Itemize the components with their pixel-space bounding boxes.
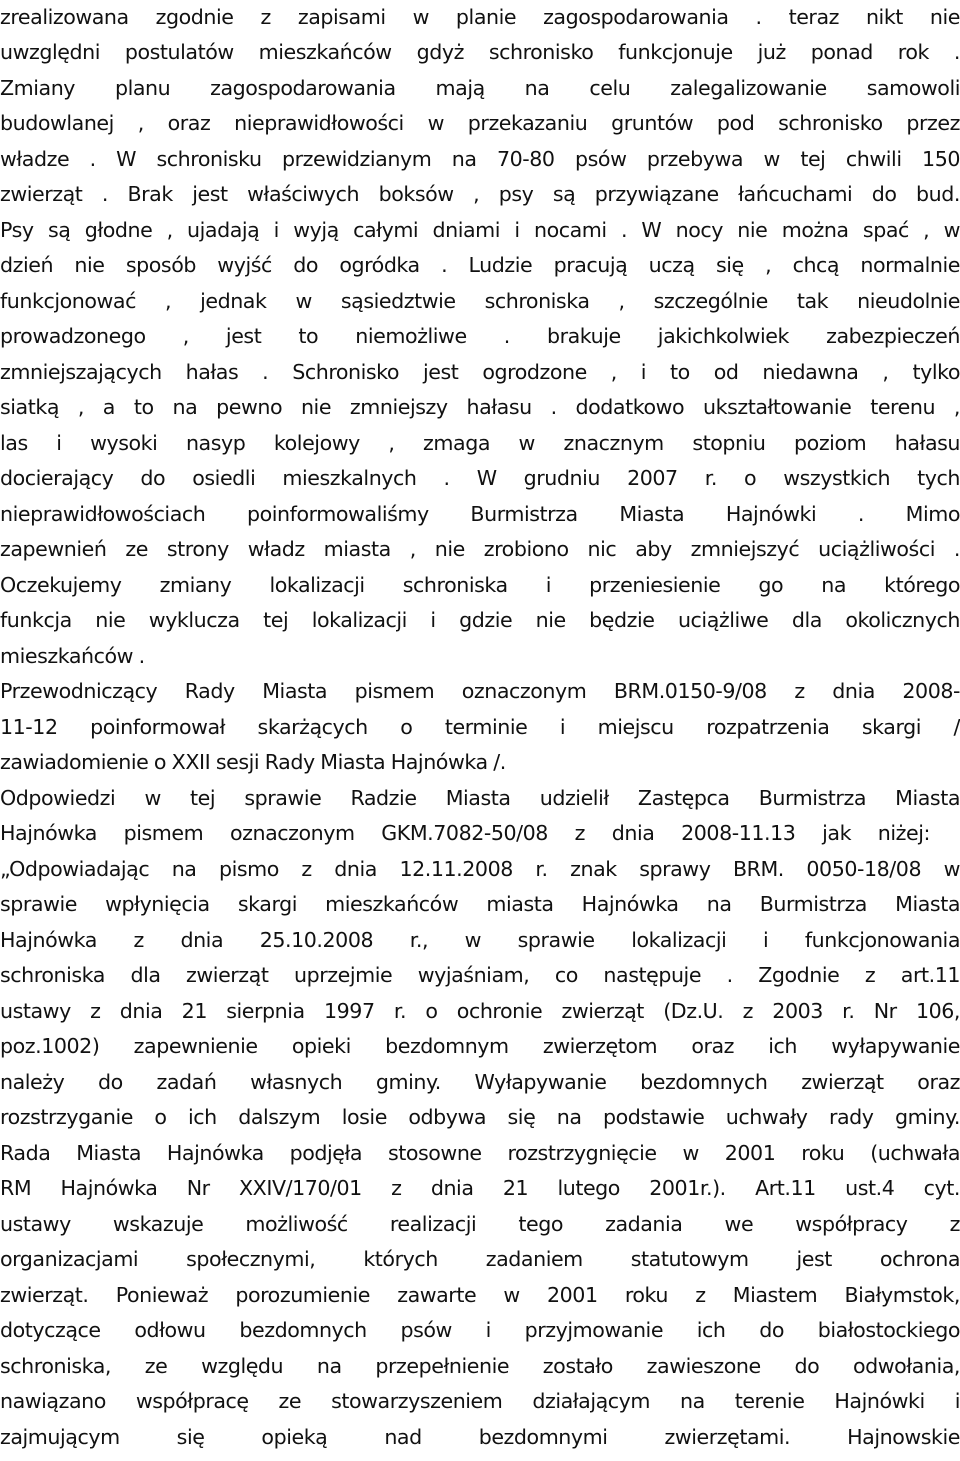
- document-line: mieszkańców .: [0, 644, 145, 668]
- document-line: Przewodniczący Rady Miasta pismem oznaczonym BRM.0150-9/08 z dnia 2008-: [0, 679, 960, 703]
- document-line: dotyczące odłowu bezdomnych psów i przyjmowanie ich do białostockiego: [0, 1318, 960, 1342]
- document-line: prowadzonego , jest to niemożliwe . brakuje jakichkolwiek zabezpieczeń: [0, 324, 960, 348]
- document-line: ustawy wskazuje możliwość realizacji tego zadania we współpracy z: [0, 1212, 960, 1236]
- document-line: docierający do osiedli mieszkalnych . W grudniu 2007 r. o wszystkich tych: [0, 466, 960, 490]
- document-line: Zmiany planu zagospodarowania mają na celu zalegalizowanie samowoli: [0, 76, 960, 100]
- document-line: uwzględni postulatów mieszkańców gdyż schronisko funkcjonuje już ponad rok .: [0, 40, 960, 64]
- document-line: zajmującym się opieką nad bezdomnymi zwierzętami. Hajnowskie: [0, 1425, 960, 1449]
- document-line: budowlanej , oraz nieprawidłowości w przekazaniu gruntów pod schronisko przez: [0, 111, 960, 135]
- document-line: poz.1002) zapewnienie opieki bezdomnym zwierzętom oraz ich wyłapywanie: [0, 1034, 960, 1058]
- document-line: zapewnień ze strony władz miasta , nie zrobiono nic aby zmniejszyć uciążliwości .: [0, 537, 960, 561]
- document-line: Oczekujemy zmiany lokalizacji schroniska i przeniesienie go na którego: [0, 573, 960, 597]
- document-line: „Odpowiadając na pismo z dnia 12.11.2008 r. znak sprawy BRM. 0050-18/08 w: [0, 857, 960, 881]
- document-line: funkcja nie wyklucza tej lokalizacji i gdzie nie będzie uciążliwe dla okolicznych: [0, 608, 960, 632]
- document-line: ustawy z dnia 21 sierpnia 1997 r. o ochronie zwierząt (Dz.U. z 2003 r. Nr 106,: [0, 999, 960, 1023]
- document-line: funkcjonować , jednak w sąsiedztwie schroniska , szczególnie tak nieudolnie: [0, 289, 960, 313]
- document-line: sprawie wpłynięcia skargi mieszkańców miasta Hajnówka na Burmistrza Miasta: [0, 892, 960, 916]
- document-line: Rada Miasta Hajnówka podjęła stosowne rozstrzygnięcie w 2001 roku (uchwała: [0, 1141, 960, 1165]
- document-line: las i wysoki nasyp kolejowy , zmaga w znacznym stopniu poziom hałasu: [0, 431, 960, 455]
- document-line: należy do zadań własnych gminy. Wyłapywanie bezdomnych zwierząt oraz: [0, 1070, 960, 1094]
- document-line: zrealizowana zgodnie z zapisami w planie zagospodarowania . teraz nikt nie: [0, 5, 960, 29]
- document-line: schroniska, ze względu na przepełnienie zostało zawieszone do odwołania,: [0, 1354, 960, 1378]
- document-line: nawiązano współpracę ze stowarzyszeniem działającym na terenie Hajnówki i: [0, 1389, 960, 1413]
- document-line: zwierząt. Ponieważ porozumienie zawarte w 2001 roku z Miastem Białymstok,: [0, 1283, 960, 1307]
- document-line: Hajnówka pismem oznaczonym GKM.7082-50/08 z dnia 2008-11.13 jak niżej:: [0, 821, 930, 845]
- document-line: Psy są głodne , ujadają i wyją całymi dniami i nocami . W nocy nie można spać , w: [0, 218, 960, 242]
- document-line: zmniejszających hałas . Schronisko jest ogrodzone , i to od niedawna , tylko: [0, 360, 960, 384]
- document-line: schroniska dla zwierząt uprzejmie wyjaśniam, co następuje . Zgodnie z art.11: [0, 963, 960, 987]
- document-line: rozstrzyganie o ich dalszym losie odbywa się na podstawie uchwały rady gminy.: [0, 1105, 960, 1129]
- document-line: zawiadomienie o XXII sesji Rady Miasta Hajnówka /.: [0, 750, 506, 774]
- document-line: dzień nie sposób wyjść do ogródka . Ludzie pracują uczą się , chcą normalnie: [0, 253, 960, 277]
- document-line: Odpowiedzi w tej sprawie Radzie Miasta udzielił Zastępca Burmistrza Miasta: [0, 786, 960, 810]
- document-line: RM Hajnówka Nr XXIV/170/01 z dnia 21 lutego 2001r.). Art.11 ust.4 cyt.: [0, 1176, 960, 1200]
- document-line: nieprawidłowościach poinformowaliśmy Burmistrza Miasta Hajnówki . Mimo: [0, 502, 960, 526]
- document-line: władze . W schronisku przewidzianym na 70-80 psów przebywa w tej chwili 150: [0, 147, 960, 171]
- document-line: zwierząt . Brak jest właściwych boksów , psy są przywiązane łańcuchami do bud.: [0, 182, 960, 206]
- document-line: siatką , a to na pewno nie zmniejszy hałasu . dodatkowo ukształtowanie terenu ,: [0, 395, 960, 419]
- document-line: organizacjami społecznymi, których zadaniem statutowym jest ochrona: [0, 1247, 960, 1271]
- document-line: 11-12 poinformował skarżących o terminie i miejscu rozpatrzenia skargi /: [0, 715, 960, 739]
- document-line: Hajnówka z dnia 25.10.2008 r., w sprawie lokalizacji i funkcjonowania: [0, 928, 960, 952]
